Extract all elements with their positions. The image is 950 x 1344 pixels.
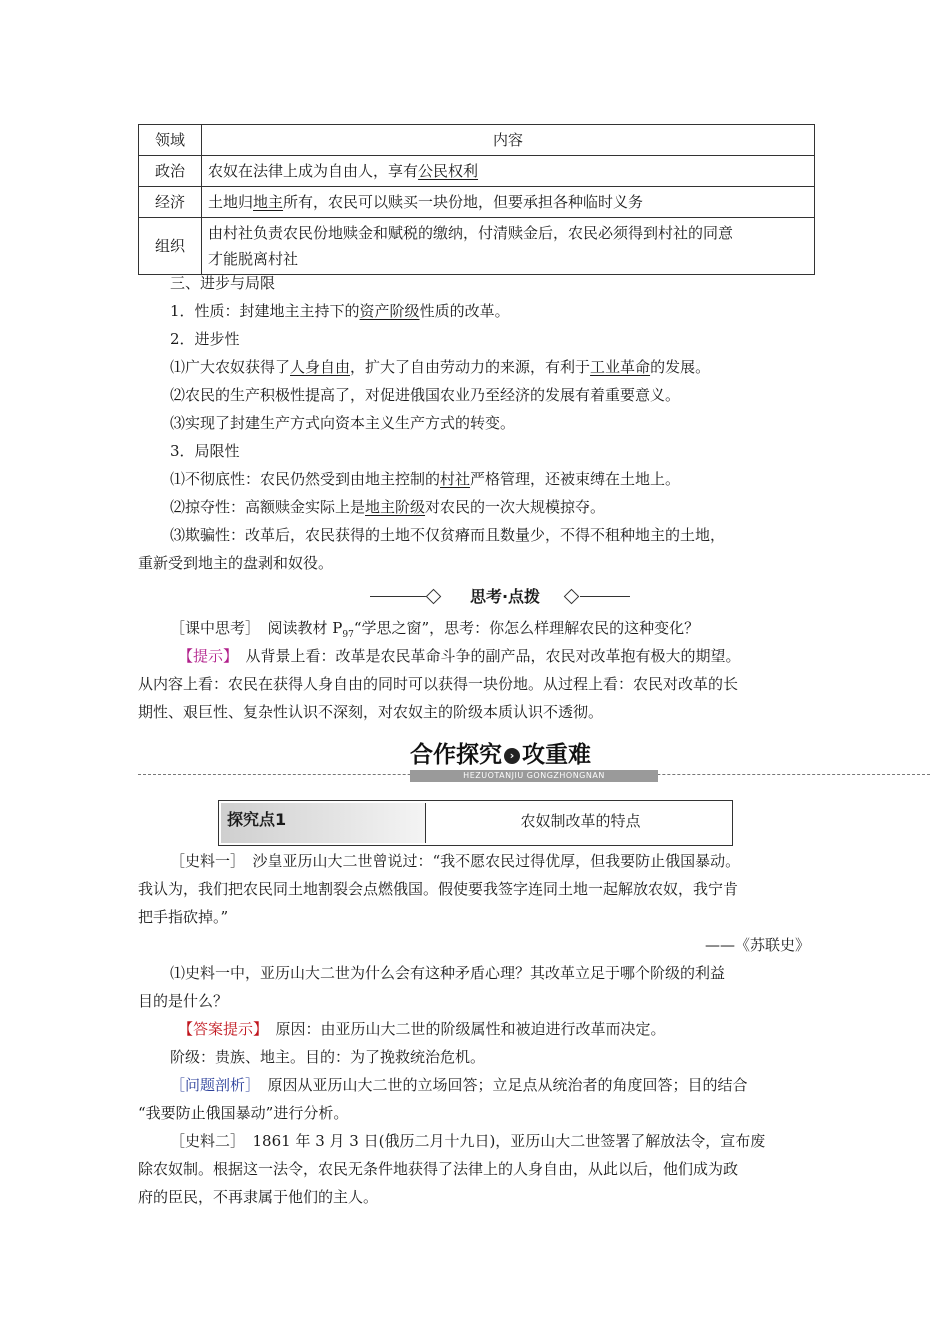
material-text: ［史料一］ 沙皇亚历山大二世曾说过：“我不愿农民过得优厚，但我要防止俄国暴动。 — [170, 852, 741, 870]
table-row — [139, 218, 815, 275]
paragraph: 3．局限性 — [170, 442, 240, 460]
underlined-term: 村社 — [440, 470, 471, 488]
text: ⑴广大农奴获得了 — [170, 358, 291, 376]
table-row — [139, 156, 815, 187]
explore-title: 农奴制改革的特点 — [520, 812, 641, 830]
underlined-term: 公民权利 — [418, 162, 479, 180]
text: 才能脱离村社 — [208, 250, 299, 268]
paragraph — [170, 494, 820, 520]
banner-title: 思考·点拨 — [469, 587, 541, 606]
text: 农奴在法律上成为自由人，享有 — [208, 162, 419, 180]
text: 由村社负责农民份地赎金和赋税的缴纳，付清赎金后，农民必须得到村社的同意 — [208, 224, 734, 242]
text: 原因：由亚历山大二世的阶级属性和被迫进行改革而决定。 — [260, 1020, 666, 1038]
table-cell-content — [202, 187, 815, 218]
section-heading: 三、进步与局限 — [170, 274, 276, 292]
text: 对农民的一次大规模掠夺。 — [425, 498, 606, 516]
hint-tag: 【提示】 — [178, 647, 231, 665]
answer-text — [178, 1016, 828, 1042]
text: 土地归 — [208, 193, 254, 211]
paragraph: ⑶实现了封建生产方式向资本主义生产方式的转变。 — [170, 414, 516, 432]
paragraph — [170, 466, 820, 492]
material-source: ——《苏联史》 — [704, 936, 810, 954]
section-title-part: 合作探究 — [410, 742, 502, 768]
explore-label-box — [221, 803, 426, 843]
table-cell-field: 政治 — [139, 156, 202, 187]
table-cell-content — [202, 218, 815, 275]
section-title — [410, 738, 660, 772]
hint-paragraph — [178, 643, 828, 669]
text: ，扩大了自由劳动力的来源，有利于 — [350, 358, 591, 376]
text: 所有，农民可以赎买一块份地，但要承担各种临时义务 — [283, 193, 644, 211]
paragraph — [170, 354, 820, 380]
text: 的发展。 — [650, 358, 711, 376]
material-text: 除农奴制。根据这一法令，农民无条件地获得了法律上的人身自由，从此以后，他们成为政 — [138, 1160, 739, 1178]
question-text: 目的是什么？ — [138, 992, 229, 1010]
answer-tag: 【答案提示】 — [178, 1020, 261, 1038]
table-cell-field: 经济 — [139, 187, 202, 218]
diamond-icon — [564, 589, 580, 605]
text: 性质的改革。 — [419, 302, 510, 320]
analysis-tag: ［问题剖析］ — [170, 1076, 253, 1094]
analysis-text — [170, 1072, 820, 1098]
page-subscript: 97 — [342, 630, 354, 640]
think-banner — [370, 586, 630, 608]
question-text: ⑴史料一中，亚历山大二世为什么会有这种矛盾心理？其改革立足于哪个阶级的利益 — [170, 964, 726, 982]
underlined-term: 地主 — [253, 193, 284, 211]
table-cell-content — [202, 156, 815, 187]
paragraph — [170, 298, 820, 324]
table-header-cell: 内容 — [202, 125, 815, 156]
table-header-cell: 领域 — [139, 125, 202, 156]
underlined-term: 工业革命 — [590, 358, 651, 376]
diamond-icon — [426, 589, 442, 605]
hint-paragraph: 从内容上看：农民在获得人身自由的同时可以获得一块份地。从过程上看：农民对改革的长 — [138, 675, 739, 693]
underlined-term: 地主阶级 — [365, 498, 426, 516]
paragraph: ⑵农民的生产积极性提高了，对促进俄国农业乃至经济的发展有着重要意义。 — [170, 386, 681, 404]
section-subtitle: HEZUOTANJIU GONGZHONGNAN — [410, 770, 658, 782]
text: ⑵掠夺性：高额赎金实际上是 — [170, 498, 366, 516]
paragraph: 重新受到地主的盘剥和奴役。 — [138, 554, 334, 572]
text: 原因从亚历山大二世的立场回答；立足点从统治者的角度回答；目的结合 — [252, 1076, 748, 1094]
text: 1．性质：封建地主主持下的 — [170, 302, 360, 320]
paragraph: ⑶欺骗性：改革后，农民获得的土地不仅贫瘠而且数量少，不得不租种地主的土地， — [170, 526, 726, 544]
arrow-icon: › — [504, 748, 520, 764]
material-text: 府的臣民，不再隶属于他们的主人。 — [138, 1188, 379, 1206]
explore-label: 探究点1 — [227, 810, 287, 829]
divider — [580, 596, 630, 597]
table-row — [139, 187, 815, 218]
text: 严格管理，还被束缚在土地上。 — [470, 470, 681, 488]
reform-content-table — [138, 124, 815, 275]
text: 从背景上看：改革是农民革命斗争的副产品，农民对改革抱有极大的期望。 — [230, 647, 741, 665]
answer-text: 阶级：贵族、地主。目的：为了挽救统治危机。 — [170, 1048, 486, 1066]
table-cell-field: 组织 — [139, 218, 202, 275]
material-text: 我认为，我们把农民同土地割裂会点燃俄国。假使要我签字连同土地一起解放农奴，我宁肯 — [138, 880, 739, 898]
question-tag: ［课中思考］ — [170, 619, 253, 637]
underlined-term: 人身自由 — [290, 358, 351, 376]
explore-point-box — [218, 800, 733, 846]
paragraph: 2．进步性 — [170, 330, 240, 348]
text: 阅读教材 P — [252, 619, 343, 637]
text: ⑴不彻底性：农民仍然受到由地主控制的 — [170, 470, 441, 488]
underlined-term: 资产阶级 — [359, 302, 420, 320]
table-header-row — [139, 125, 815, 156]
section-title-part: 攻重难 — [522, 742, 591, 768]
hint-paragraph: 期性、艰巨性、复杂性认识不深刻，对农奴主的阶级本质认识不透彻。 — [138, 703, 604, 721]
material-text: 把手指砍掉。” — [138, 908, 229, 926]
analysis-text: “我要防止俄国暴动”进行分析。 — [138, 1104, 349, 1122]
material-text: ［史料二］ 1861 年 3 月 3 日(俄历二月十九日)，亚历山大二世签署了解放法令，宣布废 — [170, 1132, 766, 1150]
text: “学思之窗”，思考：你怎么样理解农民的这种变化？ — [353, 619, 700, 637]
divider — [370, 596, 426, 597]
